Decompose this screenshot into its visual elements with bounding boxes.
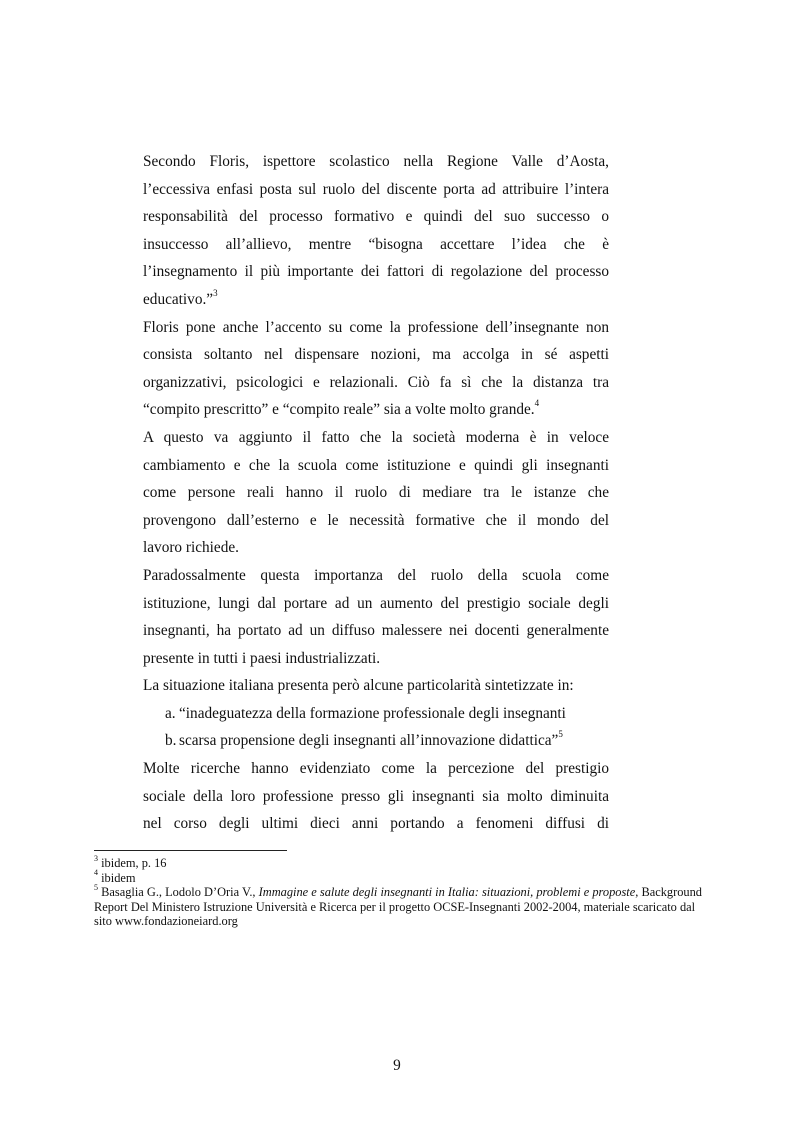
list-item (143, 700, 609, 728)
text-line: consista soltanto nel dispensare nozioni, ma accolga in sé aspetti (143, 346, 609, 364)
text-line: provengono dall’esterno e le necessità formative che il mondo del (143, 511, 609, 529)
text-line: insuccesso all’allievo, mentre “bisogna accettare l’idea che è (143, 235, 609, 253)
text-line: l’insegnamento il più importante dei fattori di regolazione del processo (143, 263, 609, 281)
text-line: A questo va aggiunto il fatto che la società moderna è in veloce (143, 428, 609, 446)
text-line: istituzione, lungi dal portare ad un aumento del prestigio sociale degli (143, 594, 609, 612)
text-line: l’eccessiva enfasi posta sul ruolo del discente porta ad attribuire l’intera (143, 180, 609, 198)
footnote-3 (94, 853, 709, 871)
text-line-last (143, 286, 609, 314)
list-marker: b. (165, 732, 177, 750)
footnote-text: ibidem, p. 16 (101, 856, 167, 870)
footnote-number: 4 (94, 868, 98, 878)
list-item-text: scarsa propensione degli insegnanti all’innovazione didattica” (179, 732, 559, 750)
text-line: Floris pone anche l’accento su come la professione dell’insegnante non (143, 318, 609, 336)
list-marker: a. (165, 704, 176, 722)
text-line: come persone reali hanno il ruolo di mediare tra le istanze che (143, 484, 609, 502)
text-line: cambiamento e che la scuola come istituzione e quindi gli insegnanti (143, 456, 609, 474)
footnote-5 (94, 885, 709, 929)
paragraph-4 (143, 562, 609, 672)
paragraph-3 (143, 424, 609, 562)
ordered-list (143, 700, 609, 755)
text-line-last: lavoro richiede. (143, 539, 239, 557)
footnote-text: ibidem (101, 870, 136, 885)
paragraph-2 (143, 314, 609, 424)
footnote-separator (94, 850, 287, 851)
body-text (143, 148, 609, 838)
text-line: nel corso degli ultimi dieci anni portando a fenomeni diffusi di (143, 815, 609, 833)
footnote-ref-3: 3 (213, 287, 218, 298)
footnote-4 (94, 868, 709, 886)
page-number: 9 (393, 1057, 401, 1074)
footnote-title: Immagine e salute degli insegnanti in Italia: situazioni, problemi e proposte (258, 885, 636, 900)
text-line: sociale della loro professione presso gli insegnanti sia molto diminuita (143, 787, 609, 805)
text-line-last (143, 396, 609, 424)
paragraph-5 (143, 672, 609, 700)
footnote-number: 5 (94, 883, 98, 893)
text-line: Molte ricerche hanno evidenziato come la percezione del prestigio (143, 760, 609, 778)
list-item (143, 727, 609, 755)
text-line: organizzativi, psicologici e relazionali. Ciò fa sì che la distanza tra (143, 373, 609, 391)
footnote-number: 3 (94, 853, 98, 863)
text-line: Secondo Floris, ispettore scolastico nella Regione Valle d’Aosta, (143, 153, 609, 170)
text-fragment: “compito prescritto” e “compito reale” sia a volte molto grande. (143, 401, 535, 419)
paragraph-1 (143, 148, 609, 314)
footnotes (94, 853, 709, 929)
footnote-text: Basaglia G., Lodolo D’Oria V., (101, 885, 259, 900)
text-line: responsabilità del processo formativo e quindi del suo successo o (143, 208, 609, 226)
text-line-last: presente in tutti i paesi industrializzati. (143, 649, 381, 667)
list-item-text: “inadeguatezza della formazione professionale degli insegnanti (179, 704, 566, 722)
text-fragment: educativo.” (143, 290, 214, 308)
footnote-text: , Background Report Del Ministero Istruzione Università e Ricerca per il progetto OCSE-Insegnanti 2002-2004, materiale scaricato dal sito www.fondazioneiard.org (94, 885, 703, 929)
text-line: Paradossalmente questa importanza del ruolo della scuola come (143, 566, 609, 584)
footnote-ref-5: 5 (558, 729, 563, 740)
paragraph-6 (143, 755, 609, 838)
text-line-last: La situazione italiana presenta però alcune particolarità sintetizzate in: (143, 677, 574, 695)
text-line: insegnanti, ha portato ad un diffuso malessere nei docenti generalmente (143, 622, 609, 640)
footnote-ref-4: 4 (534, 398, 540, 409)
